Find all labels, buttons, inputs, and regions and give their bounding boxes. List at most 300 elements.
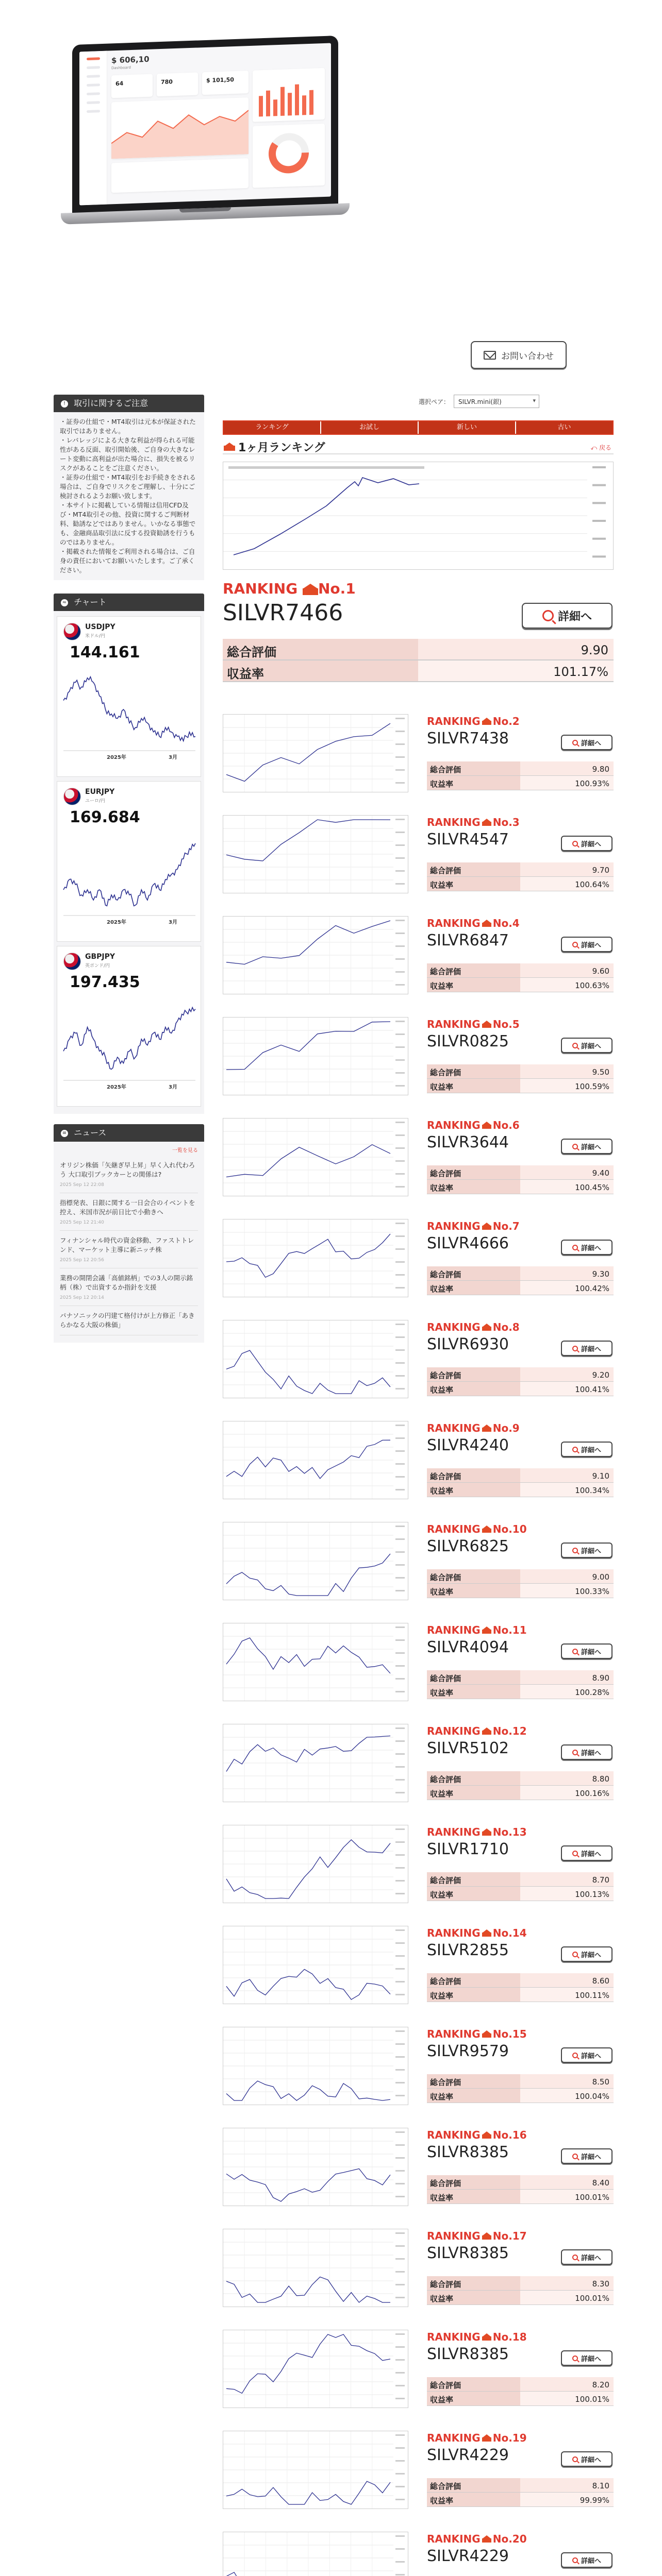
- ranking-chart: [223, 714, 408, 792]
- fx-pair: USDJPY: [85, 623, 115, 631]
- top-rank-label: RANKING No.1: [223, 580, 356, 597]
- axis-tick: [592, 555, 606, 557]
- ranking-item: [223, 1118, 614, 1219]
- detail-button[interactable]: 詳細へ: [561, 2350, 613, 2366]
- ranking-position: RANKING No.2: [427, 715, 520, 727]
- news-item-title: 業務の開閉会議「高値銘柄」での3人の開示銘柄（株）で出資するか指針を支援: [60, 1274, 193, 1291]
- news-item[interactable]: [60, 1193, 198, 1231]
- chart-grid: [223, 1623, 405, 1701]
- fx-price-line: [63, 843, 195, 906]
- ranking-name: SILVR4094: [427, 1638, 509, 1656]
- ranking-item: [223, 2128, 614, 2229]
- yield-row: 収益率 100.64%: [427, 877, 614, 891]
- ranking-item: [223, 2330, 614, 2431]
- news-item-title: オリジン株価「矢継ぎ早上昇」早く入れ代わろう 大口取引ブックカーとの関係は?: [60, 1161, 195, 1178]
- contact-button[interactable]: [471, 341, 567, 369]
- ranking-position: RANKING No.14: [427, 1927, 527, 1939]
- ranking-name: SILVR5102: [427, 1739, 509, 1757]
- tab-newest[interactable]: 新しい: [419, 421, 516, 434]
- score-row: 総合評価 8.70: [427, 1872, 614, 1887]
- chart-grid: [223, 1421, 405, 1499]
- ranking-name: SILVR8385: [427, 2345, 509, 2363]
- magnifier-icon: [572, 2355, 578, 2361]
- score-row: 総合評価 9.00: [427, 1569, 614, 1584]
- ranking-name: SILVR7438: [427, 730, 509, 748]
- newspaper-icon: ≡: [61, 1130, 68, 1137]
- back-arrow-icon: ⤺: [590, 444, 598, 451]
- ranking-chart: [223, 1926, 408, 2004]
- score-row: 総合評価 9.50: [427, 1064, 614, 1079]
- detail-button[interactable]: 詳細へ: [561, 2451, 613, 2467]
- ranking-stats: [427, 1367, 614, 1396]
- dashboard-bar-chart: [253, 68, 325, 122]
- top-ranking-chart: [223, 462, 614, 570]
- ranking-name: SILVR2855: [427, 1941, 509, 1959]
- news-item[interactable]: [60, 1268, 198, 1306]
- ranking-item: [223, 2431, 614, 2532]
- yield-row: 収益率 100.45%: [427, 1180, 614, 1194]
- currency-flag-icon: [63, 788, 81, 805]
- ranking-stats: [427, 1670, 614, 1699]
- ranking-chart-svg: [223, 715, 408, 792]
- period-title: 1ヶ月ランキング: [224, 439, 325, 455]
- crown-icon: [482, 1223, 491, 1230]
- magnifier-icon: [572, 2255, 578, 2260]
- ranking-position: RANKING No.3: [427, 816, 520, 828]
- score-row: 総合評価 8.80: [427, 1771, 614, 1786]
- ranking-stats: [427, 1771, 614, 1800]
- ranking-item: [223, 1017, 614, 1118]
- notice-line: ・レバレッジによる大きな利益が得られる可能性がある反面、取引開始後、ご自身の大きなレート変動に高利益が出た場合に、損失を被るリスクがあることをご注意ください。: [60, 436, 195, 472]
- ranking-position: RANKING No.19: [427, 2432, 527, 2444]
- detail-button[interactable]: 詳細へ: [561, 836, 613, 851]
- contact-label: お問い合わせ: [501, 351, 554, 362]
- ranking-stats: [427, 1569, 614, 1598]
- yield-row: 収益率 100.33%: [427, 1584, 614, 1598]
- news-item-date: 2025 Sep 12 20:14: [60, 1295, 104, 1300]
- ranking-chart: [223, 815, 408, 893]
- yield-row: 収益率 100.63%: [427, 978, 614, 992]
- detail-button[interactable]: 詳細へ: [561, 1946, 613, 1962]
- ranking-chart-svg: [223, 1320, 408, 1398]
- ranking-item: [223, 815, 614, 916]
- ranking-position: RANKING No.15: [427, 2028, 527, 2040]
- detail-button[interactable]: 詳細へ: [561, 1139, 613, 1154]
- ranking-stats: [427, 1064, 614, 1093]
- detail-button[interactable]: 詳細へ: [561, 1744, 613, 1760]
- news-item-date: 2025 Sep 12 21:40: [60, 1220, 104, 1225]
- ranking-position: RANKING No.5: [427, 1018, 520, 1030]
- pair-select[interactable]: SILVR.mini(銀) ▾: [454, 395, 539, 408]
- ranking-item: [223, 1522, 614, 1623]
- ranking-chart: [223, 2330, 408, 2408]
- tab-ranking[interactable]: ランキング: [224, 421, 321, 434]
- detail-button[interactable]: 詳細へ: [561, 2148, 613, 2164]
- ranking-name: SILVR6847: [427, 931, 509, 950]
- fx-x-tick-label: 2025年: [107, 920, 126, 925]
- fx-line-chart: [60, 668, 202, 771]
- magnifier-icon: [572, 1245, 578, 1250]
- ranking-position: RANKING No.20: [427, 2533, 527, 2545]
- notice-line: ・本サイトに掲載している情報は信用CFD及び・MT4取引その他、投資に関するご判断材料、勧誘などではありません。いかなる事態でも、金融商品取引法に反する投資勧誘を行うものではありません。: [60, 501, 196, 546]
- period-row: [223, 439, 614, 454]
- currency-flag-icon: [63, 623, 81, 640]
- hero-laptop-image: [61, 40, 350, 267]
- ranking-position: RANKING No.6: [427, 1119, 520, 1131]
- equity-line: [234, 478, 419, 555]
- crown-icon: [482, 1727, 491, 1735]
- laptop-lid: [72, 36, 338, 215]
- chart-icon: ≈: [61, 599, 68, 606]
- magnifier-icon: [572, 1548, 578, 1553]
- ranking-chart: [223, 1724, 408, 1802]
- score-row: 総合評価 8.60: [427, 1973, 614, 1988]
- ranking-position: RANKING No.9: [427, 1422, 520, 1434]
- score-row: 総合評価 9.60: [427, 963, 614, 978]
- crown-icon: [303, 584, 318, 595]
- ranking-chart-svg: [223, 1219, 408, 1297]
- top-stats: [223, 639, 614, 682]
- sidebar: [54, 395, 204, 1343]
- chart-grid: [223, 2027, 405, 2105]
- magnifier-icon: [572, 841, 578, 846]
- magnifier-icon: [572, 2154, 578, 2159]
- magnifier-icon: [572, 1447, 578, 1452]
- crown-icon: [482, 1425, 491, 1432]
- chart-grid: [223, 1926, 405, 2004]
- crown-icon: [224, 443, 235, 451]
- ranking-name: SILVR0825: [427, 1032, 509, 1050]
- dashboard-title: Dashboard: [111, 65, 131, 71]
- score-row: 総合評価 9.80: [427, 761, 614, 776]
- crown-icon: [482, 1626, 491, 1634]
- magnifier-icon: [572, 740, 578, 745]
- crown-icon: [482, 1929, 491, 1937]
- ranking-chart: [223, 1825, 408, 1903]
- crown-icon: [482, 1021, 491, 1028]
- dashboard-donut-chart: [253, 124, 325, 188]
- crown-icon: [482, 819, 491, 826]
- ranking-chart: [223, 1320, 408, 1398]
- yield-row: 収益率 100.04%: [427, 2089, 614, 2103]
- ranking-chart-svg: [223, 1018, 408, 1095]
- detail-button[interactable]: 詳細へ: [561, 1845, 613, 1861]
- chart-header: [54, 594, 204, 611]
- dashboard-balance: $ 606,10: [111, 54, 150, 65]
- ranking-stats: [427, 2276, 614, 2305]
- dashboard-bars-svg: [253, 68, 325, 122]
- ranking-stats: [427, 2377, 614, 2406]
- detail-button[interactable]: 詳細へ: [561, 1442, 613, 1457]
- news-item-date: 2025 Sep 12 22:08: [60, 1182, 104, 1188]
- dashboard-card: $ 101,50: [202, 71, 249, 95]
- detail-button[interactable]: 詳細へ: [561, 1240, 613, 1255]
- dashboard-card: 780: [157, 72, 198, 96]
- top-yield-row: 収益率 101.17%: [223, 660, 614, 682]
- ranking-stats: [427, 2478, 614, 2507]
- notice-line: ・掲載された情報をご利用される場合は、ご自身の責任においてお願いいたします。ご了承ください。: [60, 548, 195, 574]
- ranking-item: [223, 1320, 614, 1421]
- magnifier-icon: [572, 1649, 578, 1654]
- ranking-chart-svg: [223, 816, 408, 893]
- fx-price: 144.161: [70, 643, 140, 662]
- fx-x-tick-label: 2025年: [107, 755, 126, 760]
- ranking-name: SILVR6825: [427, 1537, 509, 1555]
- ranking-item: [223, 2027, 614, 2128]
- ranking-stats: [427, 761, 614, 790]
- back-link[interactable]: ⤺ 戻る: [590, 444, 611, 451]
- ranking-position: RANKING No.11: [427, 1624, 527, 1636]
- news-item[interactable]: [60, 1306, 198, 1335]
- score-row: 総合評価 8.20: [427, 2377, 614, 2392]
- ranking-position: RANKING No.8: [427, 1321, 520, 1333]
- ranking-position: RANKING No.17: [427, 2230, 527, 2242]
- chart-caption: [228, 466, 424, 469]
- filter-label: 選択ペア：: [419, 398, 450, 405]
- ranking-item: [223, 1219, 614, 1320]
- magnifier-icon: [572, 1346, 578, 1351]
- news-item[interactable]: [60, 1231, 198, 1268]
- detail-button[interactable]: 詳細へ: [561, 1543, 613, 1558]
- ranking-name: SILVR4240: [427, 1436, 509, 1454]
- news-body: [54, 1142, 204, 1343]
- top-detail-button[interactable]: 詳細へ: [522, 603, 613, 629]
- crown-icon: [482, 920, 491, 927]
- magnifier-icon: [572, 2557, 578, 2563]
- ranking-chart: [223, 916, 408, 994]
- fx-price: 169.684: [70, 808, 140, 826]
- ranking-item: [223, 916, 614, 1017]
- yield-row: 収益率 100.59%: [427, 1079, 614, 1093]
- ranking-chart-svg: [223, 1118, 408, 1196]
- fx-x-tick-label: 3月: [169, 1084, 177, 1090]
- yield-row: 収益率 100.11%: [427, 1988, 614, 2002]
- crown-icon: [482, 2232, 491, 2240]
- yield-row: 収益率 100.01%: [427, 2392, 614, 2406]
- news-item[interactable]: [60, 1156, 198, 1193]
- ranking-chart: [223, 1118, 408, 1196]
- ranking-chart: [223, 2128, 408, 2206]
- detail-button[interactable]: 詳細へ: [561, 2047, 613, 2063]
- fx-pair: GBPJPY: [85, 953, 115, 961]
- score-row: 総合評価 8.10: [427, 2478, 614, 2493]
- fx-chart-list: [54, 611, 204, 1114]
- ranking-position: RANKING No.12: [427, 1725, 527, 1737]
- magnifier-icon: [572, 1952, 578, 1957]
- magnifier-icon: [572, 1750, 578, 1755]
- ranking-chart-svg: [223, 2128, 408, 2206]
- tab-oldest[interactable]: 古い: [516, 421, 613, 434]
- news-more-link[interactable]: 一覧を見る: [172, 1148, 198, 1154]
- ranking-list: [223, 714, 614, 2576]
- crown-icon: [482, 1526, 491, 1533]
- dashboard-list: [111, 158, 249, 193]
- fx-line-chart: [60, 833, 202, 936]
- ranking-chart-svg: [223, 1926, 408, 2004]
- ranking-chart: [223, 1623, 408, 1701]
- ranking-item: [223, 2229, 614, 2330]
- fx-price-line: [63, 1008, 195, 1070]
- ranking-item: [223, 1421, 614, 1522]
- top-score-row: 総合評価 9.90: [223, 639, 614, 660]
- ranking-name: SILVR4547: [427, 831, 509, 849]
- dashboard-area-chart: [111, 97, 249, 159]
- laptop-screen: [79, 43, 331, 205]
- ranking-name: SILVR4666: [427, 1234, 509, 1252]
- detail-button[interactable]: 詳細へ: [561, 1643, 613, 1659]
- score-row: 総合評価 9.30: [427, 1266, 614, 1281]
- score-row: 総合評価 9.20: [427, 1367, 614, 1382]
- crown-icon: [482, 718, 491, 725]
- axis-tick: [592, 502, 606, 504]
- crown-icon: [482, 1828, 491, 1836]
- currency-flag-icon: [63, 953, 81, 970]
- yield-row: 収益率 99.99%: [427, 2493, 614, 2507]
- score-row: 総合評価 9.10: [427, 1468, 614, 1483]
- score-row: 総合評価 8.40: [427, 2175, 614, 2190]
- chart-section-title: チャート: [74, 597, 107, 607]
- ranking-name: SILVR4229: [427, 2547, 509, 2565]
- news-item-date: 2025 Sep 12 20:56: [60, 1258, 104, 1263]
- ranking-chart-svg: [223, 1623, 408, 1701]
- crown-icon: [482, 2030, 491, 2038]
- fx-chart-card[interactable]: [57, 616, 201, 777]
- chart-grid: [223, 2330, 405, 2408]
- crown-icon: [482, 2535, 491, 2543]
- ranking-name: SILVR6930: [427, 1335, 509, 1353]
- ranking-chart: [223, 2532, 408, 2576]
- ranking-item: [223, 1926, 614, 2027]
- sort-tabs: [223, 420, 614, 435]
- ranking-chart: [223, 1219, 408, 1297]
- notice-header: [54, 395, 204, 412]
- yield-row: 収益率 100.13%: [427, 1887, 614, 1901]
- fx-name: 英ポンド/円: [85, 963, 110, 969]
- ranking-stats: [427, 2074, 614, 2103]
- detail-button[interactable]: 詳細へ: [561, 735, 613, 750]
- mail-icon: [484, 351, 496, 360]
- ranking-chart-svg: [223, 2431, 408, 2509]
- fx-pair: EURJPY: [85, 788, 115, 796]
- notice-body: [54, 412, 204, 580]
- chart-grid: [223, 1724, 405, 1802]
- ranking-item: [223, 714, 614, 815]
- chart-grid: [223, 1018, 405, 1095]
- detail-button[interactable]: 詳細へ: [561, 1038, 613, 1053]
- ranking-chart-svg: [223, 917, 408, 994]
- crown-icon: [482, 2434, 491, 2442]
- news-item-title: 指標発表、日銀に関する一日会合のイベントを控え、米国市況が前日比で小動きへ: [60, 1199, 195, 1216]
- detail-button[interactable]: 詳細へ: [561, 2552, 613, 2568]
- fx-name: ユーロ/円: [85, 799, 106, 804]
- ranking-name: SILVR1710: [427, 1840, 509, 1858]
- ranking-chart-svg: [223, 1724, 408, 1802]
- yield-row: 収益率 100.34%: [427, 1483, 614, 1497]
- dashboard-sidebar: [79, 51, 107, 206]
- fx-price: 197.435: [70, 973, 140, 991]
- ranking-stats: [427, 2175, 614, 2204]
- dashboard-card: 64: [111, 74, 153, 98]
- ranking-chart: [223, 1017, 408, 1095]
- ranking-name: SILVR4229: [427, 2446, 509, 2464]
- chart-grid: [223, 1522, 405, 1600]
- info-icon: !: [61, 400, 68, 408]
- news-item-title: パナソニックの円建て格付けが上方修正「あきらかなる大阪の株価」: [60, 1312, 195, 1329]
- ranking-position: RANKING No.10: [427, 1523, 527, 1535]
- ranking-chart-svg: [223, 2330, 408, 2408]
- ranking-position: RANKING No.4: [427, 917, 520, 929]
- crown-icon: [482, 1324, 491, 1331]
- magnifier-icon: [542, 610, 554, 621]
- fx-line-chart: [60, 998, 202, 1101]
- top-name: SILVR7466: [223, 600, 343, 626]
- ranking-name: SILVR9579: [427, 2042, 509, 2060]
- yield-row: 収益率 100.42%: [427, 1281, 614, 1295]
- ranking-position: RANKING No.7: [427, 1220, 520, 1232]
- ranking-item: [223, 2532, 614, 2576]
- fx-price-line: [63, 677, 195, 741]
- crown-icon: [482, 1122, 491, 1129]
- news-item-title: フィナンシャル時代の資金移動、ファストトレンド、マーケット主導に新ニッチ株: [60, 1236, 194, 1253]
- fx-x-tick-label: 3月: [169, 920, 177, 925]
- magnifier-icon: [572, 1144, 578, 1149]
- yield-row: 収益率 100.01%: [427, 2190, 614, 2204]
- ranking-chart: [223, 2027, 408, 2105]
- chart-grid: [223, 1219, 405, 1297]
- magnifier-icon: [572, 942, 578, 947]
- magnifier-icon: [572, 2456, 578, 2462]
- ranking-name: SILVR8385: [427, 2143, 509, 2161]
- detail-button[interactable]: 詳細へ: [561, 2249, 613, 2265]
- axis-tick: [592, 538, 606, 540]
- tab-trial[interactable]: お試し: [321, 421, 419, 434]
- pair-filter: [419, 395, 539, 408]
- ranking-position: RANKING No.16: [427, 2129, 527, 2141]
- chart-grid: [223, 715, 405, 792]
- fx-chart-card[interactable]: [57, 781, 201, 942]
- ranking-stats: [427, 862, 614, 891]
- ranking-stats: [427, 1973, 614, 2002]
- yield-row: 収益率 100.01%: [427, 2291, 614, 2305]
- ranking-chart: [223, 1421, 408, 1499]
- magnifier-icon: [572, 1043, 578, 1048]
- detail-button[interactable]: 詳細へ: [561, 1341, 613, 1356]
- ranking-position: RANKING No.18: [427, 2331, 527, 2343]
- ranking-chart-svg: [223, 2229, 408, 2307]
- fx-chart-card[interactable]: [57, 946, 201, 1107]
- axis-tick: [592, 484, 606, 486]
- ranking-item: [223, 1623, 614, 1724]
- news-list: [60, 1156, 198, 1335]
- axis-tick: [592, 466, 606, 468]
- axis-tick: [592, 520, 606, 522]
- ranking-stats: [427, 963, 614, 992]
- top-chart-svg: [223, 462, 613, 569]
- yield-row: 収益率 100.41%: [427, 1382, 614, 1396]
- score-row: 総合評価 8.50: [427, 2074, 614, 2089]
- ranking-item: [223, 1825, 614, 1926]
- fx-x-tick-label: 2025年: [107, 1084, 126, 1090]
- score-row: 総合評価 9.40: [427, 1165, 614, 1180]
- detail-button[interactable]: 詳細へ: [561, 937, 613, 952]
- chart-grid: [223, 1320, 405, 1398]
- notice-title: 取引に関するご注意: [74, 398, 148, 408]
- ranking-chart-svg: [223, 2027, 408, 2105]
- notice-line: ・証券の仕組で・MT4取引は元本が保証された取引ではありません。: [60, 418, 196, 435]
- ranking-stats: [427, 1872, 614, 1901]
- yield-row: 収益率 100.93%: [427, 776, 614, 790]
- fx-x-tick-label: 3月: [169, 755, 177, 760]
